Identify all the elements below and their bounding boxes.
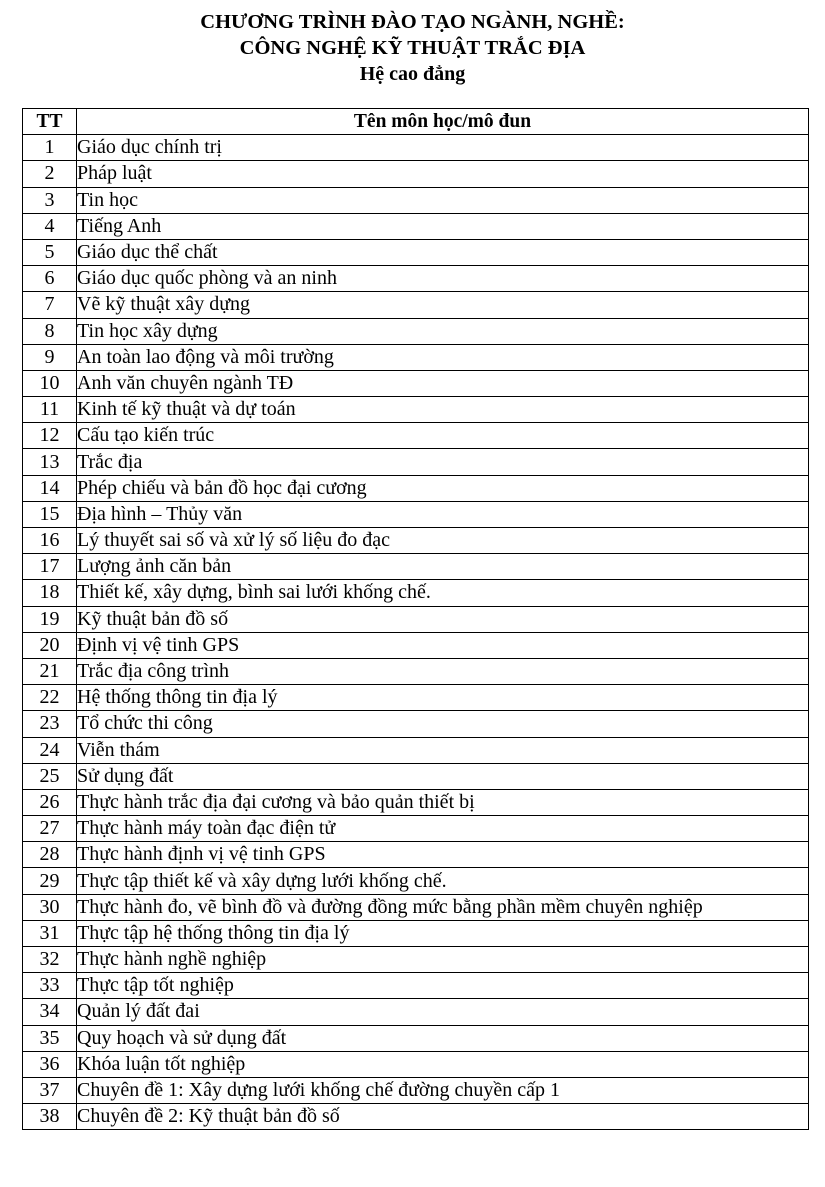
table-row (23, 894, 809, 920)
table-row (23, 737, 809, 763)
subject-name: Quy hoạch và sử dụng đất (77, 1025, 809, 1051)
subject-name: Giáo dục quốc phòng và an ninh (77, 266, 809, 292)
table-row (23, 239, 809, 265)
row-number: 4 (23, 213, 77, 239)
subject-name: Phép chiếu và bản đồ học đại cương (77, 475, 809, 501)
row-number: 23 (23, 711, 77, 737)
subject-name: Lý thuyết sai số và xử lý số liệu đo đạc (77, 528, 809, 554)
table-row (23, 920, 809, 946)
subject-name: Trắc địa (77, 449, 809, 475)
row-number: 30 (23, 894, 77, 920)
table-row (23, 947, 809, 973)
table-row (23, 711, 809, 737)
subject-name: Trắc địa công trình (77, 658, 809, 684)
row-number: 33 (23, 973, 77, 999)
subject-name: Tin học (77, 187, 809, 213)
subject-name: Quản lý đất đai (77, 999, 809, 1025)
subject-name: Địa hình – Thủy văn (77, 501, 809, 527)
row-number: 3 (23, 187, 77, 213)
table-row (23, 528, 809, 554)
table-row (23, 187, 809, 213)
table-row (23, 554, 809, 580)
row-number: 11 (23, 397, 77, 423)
subject-name: Thực hành trắc địa đại cương và bảo quản thiết bị (77, 789, 809, 815)
table-row (23, 161, 809, 187)
subject-name: Thiết kế, xây dựng, bình sai lưới khống chế. (77, 580, 809, 606)
table-row (23, 423, 809, 449)
row-number: 21 (23, 658, 77, 684)
table-row (23, 842, 809, 868)
table-row (23, 292, 809, 318)
row-number: 12 (23, 423, 77, 449)
row-number: 7 (23, 292, 77, 318)
subject-name: Giáo dục thể chất (77, 239, 809, 265)
subject-name: Thực hành đo, vẽ bình đồ và đường đồng mức bằng phần mềm chuyên nghiệp (77, 894, 809, 920)
table-row (23, 763, 809, 789)
title-program: CHƯƠNG TRÌNH ĐÀO TẠO NGÀNH, NGHỀ: (200, 11, 625, 33)
subject-name: Tin học xây dựng (77, 318, 809, 344)
table-row (23, 370, 809, 396)
subject-name: Thực tập tốt nghiệp (77, 973, 809, 999)
table-row (23, 999, 809, 1025)
row-number: 16 (23, 528, 77, 554)
table-row (23, 1077, 809, 1103)
row-number: 26 (23, 789, 77, 815)
column-header-tt: TT (23, 109, 77, 135)
row-number: 9 (23, 344, 77, 370)
row-number: 38 (23, 1104, 77, 1130)
subject-name: Cấu tạo kiến trúc (77, 423, 809, 449)
subject-name: Anh văn chuyên ngành TĐ (77, 370, 809, 396)
table-row (23, 632, 809, 658)
subject-name: Viễn thám (77, 737, 809, 763)
curriculum-table (22, 108, 809, 1130)
subject-name: Định vị vệ tinh GPS (77, 632, 809, 658)
table-body (23, 135, 809, 1130)
subject-name: Pháp luật (77, 161, 809, 187)
subject-name: Chuyên đề 1: Xây dựng lưới khống chế đường chuyền cấp 1 (77, 1077, 809, 1103)
row-number: 13 (23, 449, 77, 475)
table-row (23, 973, 809, 999)
row-number: 14 (23, 475, 77, 501)
table-row (23, 1051, 809, 1077)
row-number: 17 (23, 554, 77, 580)
subject-name: Hệ thống thông tin địa lý (77, 685, 809, 711)
table-row (23, 318, 809, 344)
subject-name: Khóa luận tốt nghiệp (77, 1051, 809, 1077)
table-row (23, 868, 809, 894)
table-row (23, 501, 809, 527)
table-row (23, 685, 809, 711)
row-number: 8 (23, 318, 77, 344)
subject-name: Lượng ảnh căn bản (77, 554, 809, 580)
row-number: 27 (23, 816, 77, 842)
row-number: 10 (23, 370, 77, 396)
row-number: 15 (23, 501, 77, 527)
row-number: 19 (23, 606, 77, 632)
subject-name: Sử dụng đất (77, 763, 809, 789)
row-number: 20 (23, 632, 77, 658)
table-row (23, 213, 809, 239)
row-number: 25 (23, 763, 77, 789)
table-row (23, 1104, 809, 1130)
subject-name: Thực hành định vị vệ tinh GPS (77, 842, 809, 868)
table-row (23, 135, 809, 161)
table-row (23, 606, 809, 632)
subject-name: Chuyên đề 2: Kỹ thuật bản đồ số (77, 1104, 809, 1130)
table-header-row (23, 109, 809, 135)
title-major: CÔNG NGHỆ KỸ THUẬT TRẮC ĐỊA (239, 37, 586, 59)
table-row (23, 449, 809, 475)
subject-name: Kỹ thuật bản đồ số (77, 606, 809, 632)
subject-name: Vẽ kỹ thuật xây dựng (77, 292, 809, 318)
table-row (23, 580, 809, 606)
row-number: 31 (23, 920, 77, 946)
subject-name: Kinh tế kỹ thuật và dự toán (77, 397, 809, 423)
row-number: 2 (23, 161, 77, 187)
table-row (23, 658, 809, 684)
row-number: 36 (23, 1051, 77, 1077)
row-number: 22 (23, 685, 77, 711)
row-number: 37 (23, 1077, 77, 1103)
subject-name: Giáo dục chính trị (77, 135, 809, 161)
subject-name: Thực hành máy toàn đạc điện tử (77, 816, 809, 842)
subject-name: Thực tập thiết kế và xây dựng lưới khống chế. (77, 868, 809, 894)
document-title (0, 9, 825, 87)
subject-name: An toàn lao động và môi trường (77, 344, 809, 370)
row-number: 6 (23, 266, 77, 292)
table-row (23, 266, 809, 292)
row-number: 18 (23, 580, 77, 606)
row-number: 34 (23, 999, 77, 1025)
subject-name: Tổ chức thi công (77, 711, 809, 737)
subject-name: Tiếng Anh (77, 213, 809, 239)
row-number: 24 (23, 737, 77, 763)
row-number: 32 (23, 947, 77, 973)
row-number: 29 (23, 868, 77, 894)
row-number: 1 (23, 135, 77, 161)
row-number: 28 (23, 842, 77, 868)
table-row (23, 1025, 809, 1051)
table-row (23, 789, 809, 815)
subject-name: Thực tập hệ thống thông tin địa lý (77, 920, 809, 946)
column-header-subject: Tên môn học/mô đun (77, 109, 809, 135)
table-row (23, 475, 809, 501)
table-row (23, 816, 809, 842)
row-number: 5 (23, 239, 77, 265)
subject-name: Thực hành nghề nghiệp (77, 947, 809, 973)
table-row (23, 344, 809, 370)
table-row (23, 397, 809, 423)
row-number: 35 (23, 1025, 77, 1051)
title-level: Hệ cao đẳng (359, 63, 466, 85)
